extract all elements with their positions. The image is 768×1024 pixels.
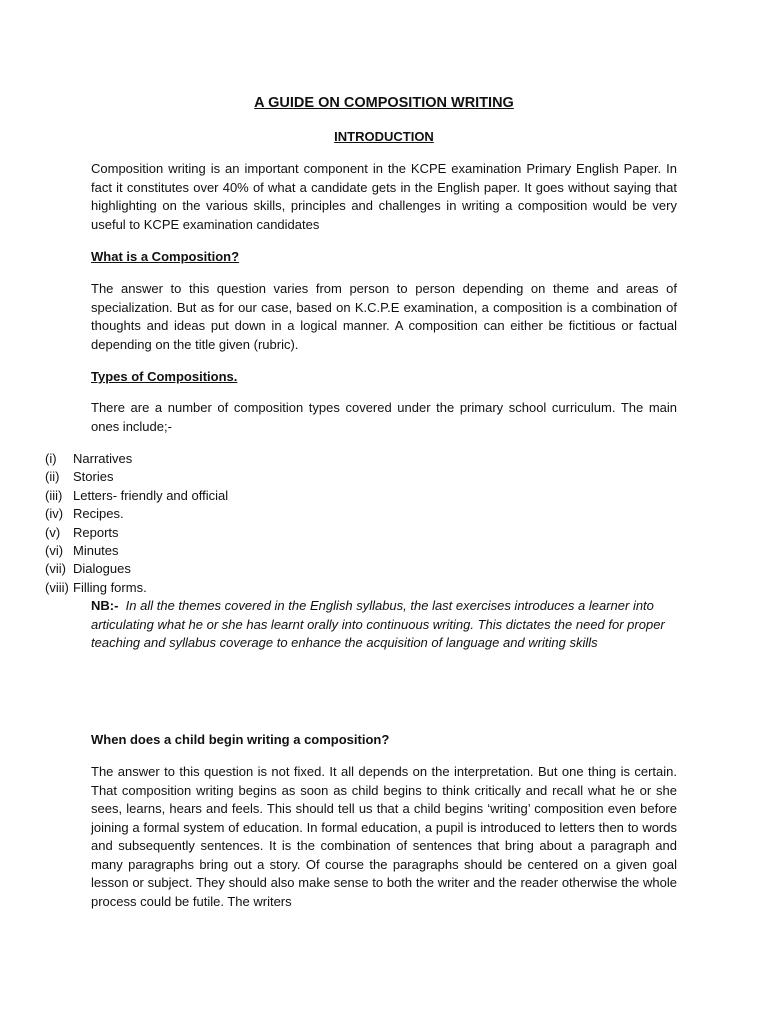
- list-item: [45, 468, 228, 486]
- what-is-composition-heading: What is a Composition?: [91, 249, 240, 264]
- list-item: [45, 579, 228, 597]
- list-item: [45, 505, 228, 523]
- list-item-text: Dialogues: [73, 561, 131, 577]
- list-item-number: (v): [45, 524, 61, 540]
- nb-text: In all the themes covered in the English syllabus, the last exercises introduces a learner into articulating what he or she has learnt orally into continuous writing. This dictates the need for proper teaching and syllabus coverage to enhance the acquisition of language and writing skills: [91, 598, 665, 650]
- list-item-text: Narratives: [73, 451, 133, 466]
- types-of-compositions-heading: Types of Compositions.: [91, 369, 238, 384]
- list-item-number: (vii): [45, 561, 66, 577]
- list-item-number: (i): [45, 451, 57, 466]
- list-item-text: Filling forms.: [73, 579, 147, 595]
- list-item-text: Reports: [73, 524, 119, 540]
- intro-paragraph: Composition writing is an important component in the KCPE examination Primary English Paper. In fact it constitutes over 40% of what a candidate gets in the English paper. It goes without saying that highlighting on the various skills, principles and challenges in writing a composition would be very useful to KCPE examination candidates: [91, 161, 677, 232]
- list-item-number: (iii): [45, 487, 63, 503]
- list-item-number: (ii): [45, 469, 60, 485]
- what-is-composition-paragraph: The answer to this question varies from person to person depending on theme and areas of specialization. But as for our case, based on K.C.P.E examination, a composition is a combination of thoughts and ideas put down in a logical manner. A composition can either be fictitious or factual depending on the title given (rubric).: [91, 281, 677, 352]
- list-item: [45, 450, 228, 468]
- list-item: [45, 542, 228, 560]
- composition-types-list: [45, 450, 228, 597]
- when-does-child-begin-paragraph: The answer to this question is not fixed. It all depends on the interpretation. But one thing is certain. That composition writing begins as soon as child begins to think critically and recall what he or she sees, learns, hears and feels. This should tell us that a child begins ‘writing’ composition even before joining a formal system of education. In formal education, a pupil is introduced to letters then to words and subsequently sentences. It is the combination of sentences that bring about a paragraph and many paragraphs bring out a story. Of course the paragraphs should be centered on a given goal lesson or subject. They should also make sense to both the writer and the reader otherwise the whole process could be futile. The writers: [91, 764, 677, 909]
- introduction-heading: INTRODUCTION: [334, 129, 434, 144]
- list-item-text: Recipes.: [73, 506, 124, 522]
- list-item-text: Stories: [73, 469, 114, 485]
- list-item-number: (iv): [45, 506, 64, 522]
- list-item: [45, 524, 228, 542]
- nb-label: NB:-: [91, 598, 119, 613]
- when-does-child-begin-heading: When does a child begin writing a composition?: [91, 732, 390, 747]
- list-item-text: Minutes: [73, 543, 119, 559]
- list-item: [45, 560, 228, 578]
- nb-note: [91, 597, 677, 653]
- types-paragraph: There are a number of composition types covered under the primary school curriculum. The main ones include;-: [91, 400, 677, 434]
- list-item-text: Letters- friendly and official: [73, 487, 229, 503]
- list-item: [45, 487, 228, 505]
- document-title: A GUIDE ON COMPOSITION WRITING: [254, 95, 514, 111]
- list-item-number: (viii): [45, 579, 69, 595]
- list-item-number: (vi): [45, 543, 64, 559]
